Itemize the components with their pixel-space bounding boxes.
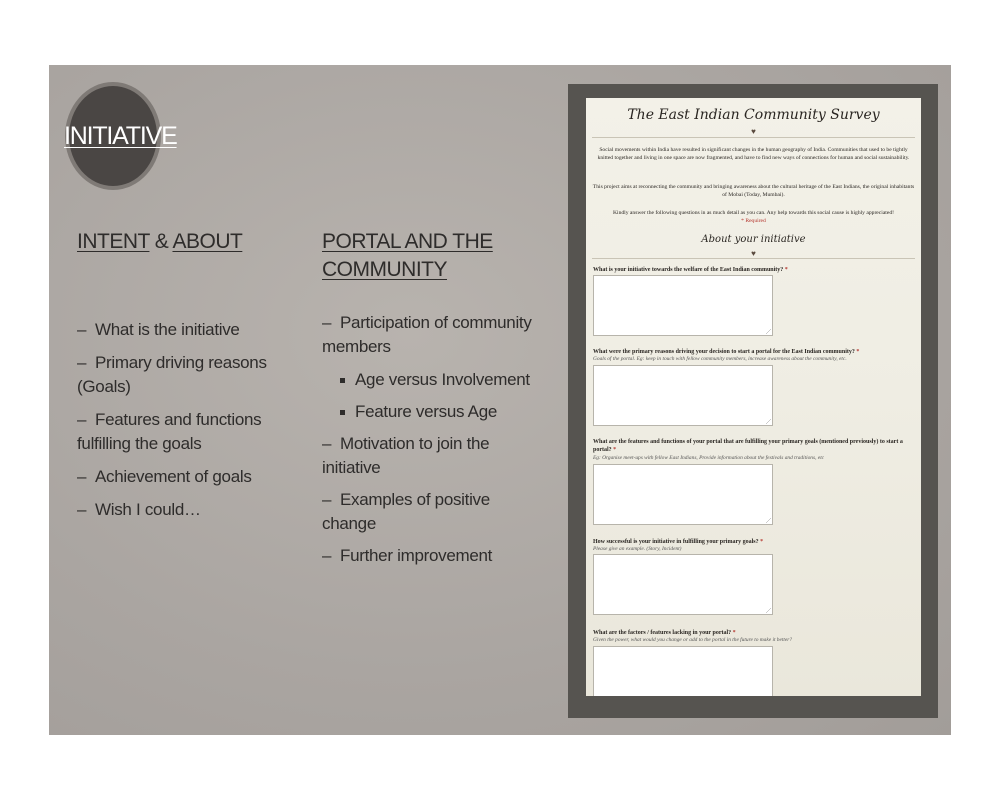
- question-text: What were the primary reasons driving your decision to start a portal for the East Indian community?: [593, 349, 855, 355]
- intent-bullet-list: [77, 318, 302, 522]
- heart-ornament-icon: ♥: [751, 249, 756, 258]
- list-item-text: Features and functions fulfilling the goals: [77, 410, 262, 453]
- list-item: – Wish I could…: [77, 500, 201, 519]
- answer-textarea[interactable]: [593, 275, 773, 336]
- list-item-text: Wish I could…: [95, 500, 201, 519]
- answer-textarea[interactable]: [593, 646, 773, 696]
- list-item-text: Achievement of goals: [95, 467, 252, 486]
- question-label: What is your initiative towards the welfare of the East Indian community? *: [593, 267, 788, 273]
- question-text: How successful is your initiative in fulfilling your primary goals?: [593, 539, 759, 545]
- list-item-text: Further improvement: [340, 546, 493, 565]
- heading-intent: INTENT: [77, 230, 150, 253]
- question-hint: Given the power, what would you change or add to the portal in the future to make it better?: [593, 637, 793, 643]
- portal-community-heading: [322, 228, 493, 284]
- list-item: – Examples of positive change: [322, 490, 490, 533]
- question-hint: Please give an example. (Story, Incident): [593, 546, 682, 552]
- list-item: – Participation of community members: [322, 313, 532, 356]
- question-label: What were the primary reasons driving your decision to start a portal for the East Indian community? *: [593, 349, 860, 355]
- question-text: What is your initiative towards the welfare of the East Indian community?: [593, 267, 784, 273]
- list-item-text: Participation of community members: [322, 313, 532, 356]
- survey-intro-1: Social movements within India have resulted in significant changes in the human geography of India. Communities that used to be tightly knitted together and living in one space are now fragmented, and have to find new ways of connections for human and social sustainability.: [597, 147, 910, 161]
- answer-textarea[interactable]: [593, 464, 773, 525]
- divider: [592, 258, 915, 259]
- list-subitem: [322, 400, 544, 424]
- heading-about: ABOUT: [172, 230, 243, 253]
- section-title: About your initiative: [701, 234, 806, 245]
- list-item: – Motivation to join the initiative: [322, 434, 490, 477]
- question-text: What are the features and functions of your portal that are fulfilling your primary goals (mentioned previously) to start a portal?: [593, 439, 903, 453]
- question-label: How successful is your initiative in fulfilling your primary goals? *: [593, 539, 764, 545]
- badge-label: INITIATIVE: [64, 122, 177, 150]
- bullet-square-icon: [340, 378, 345, 383]
- portal-bullet-list: [322, 311, 544, 568]
- question-hint: Goals of the portal. Eg: keep in touch with fellow community members, increase awareness about the community, etc.: [593, 356, 847, 362]
- list-subitem: [322, 368, 544, 392]
- survey-intro-3: Kindly answer the following questions in as much detail as you can. Any help towards this social cause is highly appreciated!: [612, 210, 895, 216]
- divider: [592, 137, 915, 138]
- survey-form: [586, 98, 921, 696]
- heading-line-2: COMMUNITY: [322, 258, 447, 281]
- survey-title: The East Indian Community Survey: [627, 107, 880, 123]
- question-hint: Eg: Organise meet-ups with fellow East Indians, Provide information about the festivals and traditions, etc: [593, 455, 825, 461]
- list-item-text: Primary driving reasons (Goals): [77, 353, 267, 396]
- list-item: – Features and functions fulfilling the goals: [77, 410, 262, 453]
- required-note: * Required: [741, 218, 766, 224]
- list-item-text: Feature versus Age: [355, 402, 498, 421]
- heart-ornament-icon: ♥: [751, 127, 756, 136]
- bullet-square-icon: [340, 410, 345, 415]
- list-item-text: Examples of positive change: [322, 490, 490, 533]
- heading-ampersand: &: [149, 230, 173, 253]
- question-text: What are the factors / features lacking in your portal?: [593, 630, 732, 636]
- question-label: What are the factors / features lacking in your portal? *: [593, 630, 736, 636]
- intent-about-heading: [77, 228, 242, 256]
- answer-textarea[interactable]: [593, 554, 773, 615]
- list-item: – What is the initiative: [77, 320, 240, 339]
- list-item: – Further improvement: [322, 546, 493, 565]
- list-item-text: Motivation to join the initiative: [322, 434, 490, 477]
- list-item-text: What is the initiative: [95, 320, 240, 339]
- list-item-text: Age versus Involvement: [355, 370, 530, 389]
- answer-textarea[interactable]: [593, 365, 773, 426]
- list-item: – Achievement of goals: [77, 467, 252, 486]
- question-label: What are the features and functions of your portal that are fulfilling your primary goals (mentioned previously) to start a portal? *: [593, 439, 903, 453]
- survey-intro-2: This project aims at reconnecting the community and bringing awareness about the cultural heritage of the East Indians, the original inhabitants of Mobai (Today, Mumbai).: [592, 184, 915, 198]
- heading-line-1: PORTAL AND THE: [322, 230, 493, 253]
- list-item: – Primary driving reasons (Goals): [77, 353, 267, 396]
